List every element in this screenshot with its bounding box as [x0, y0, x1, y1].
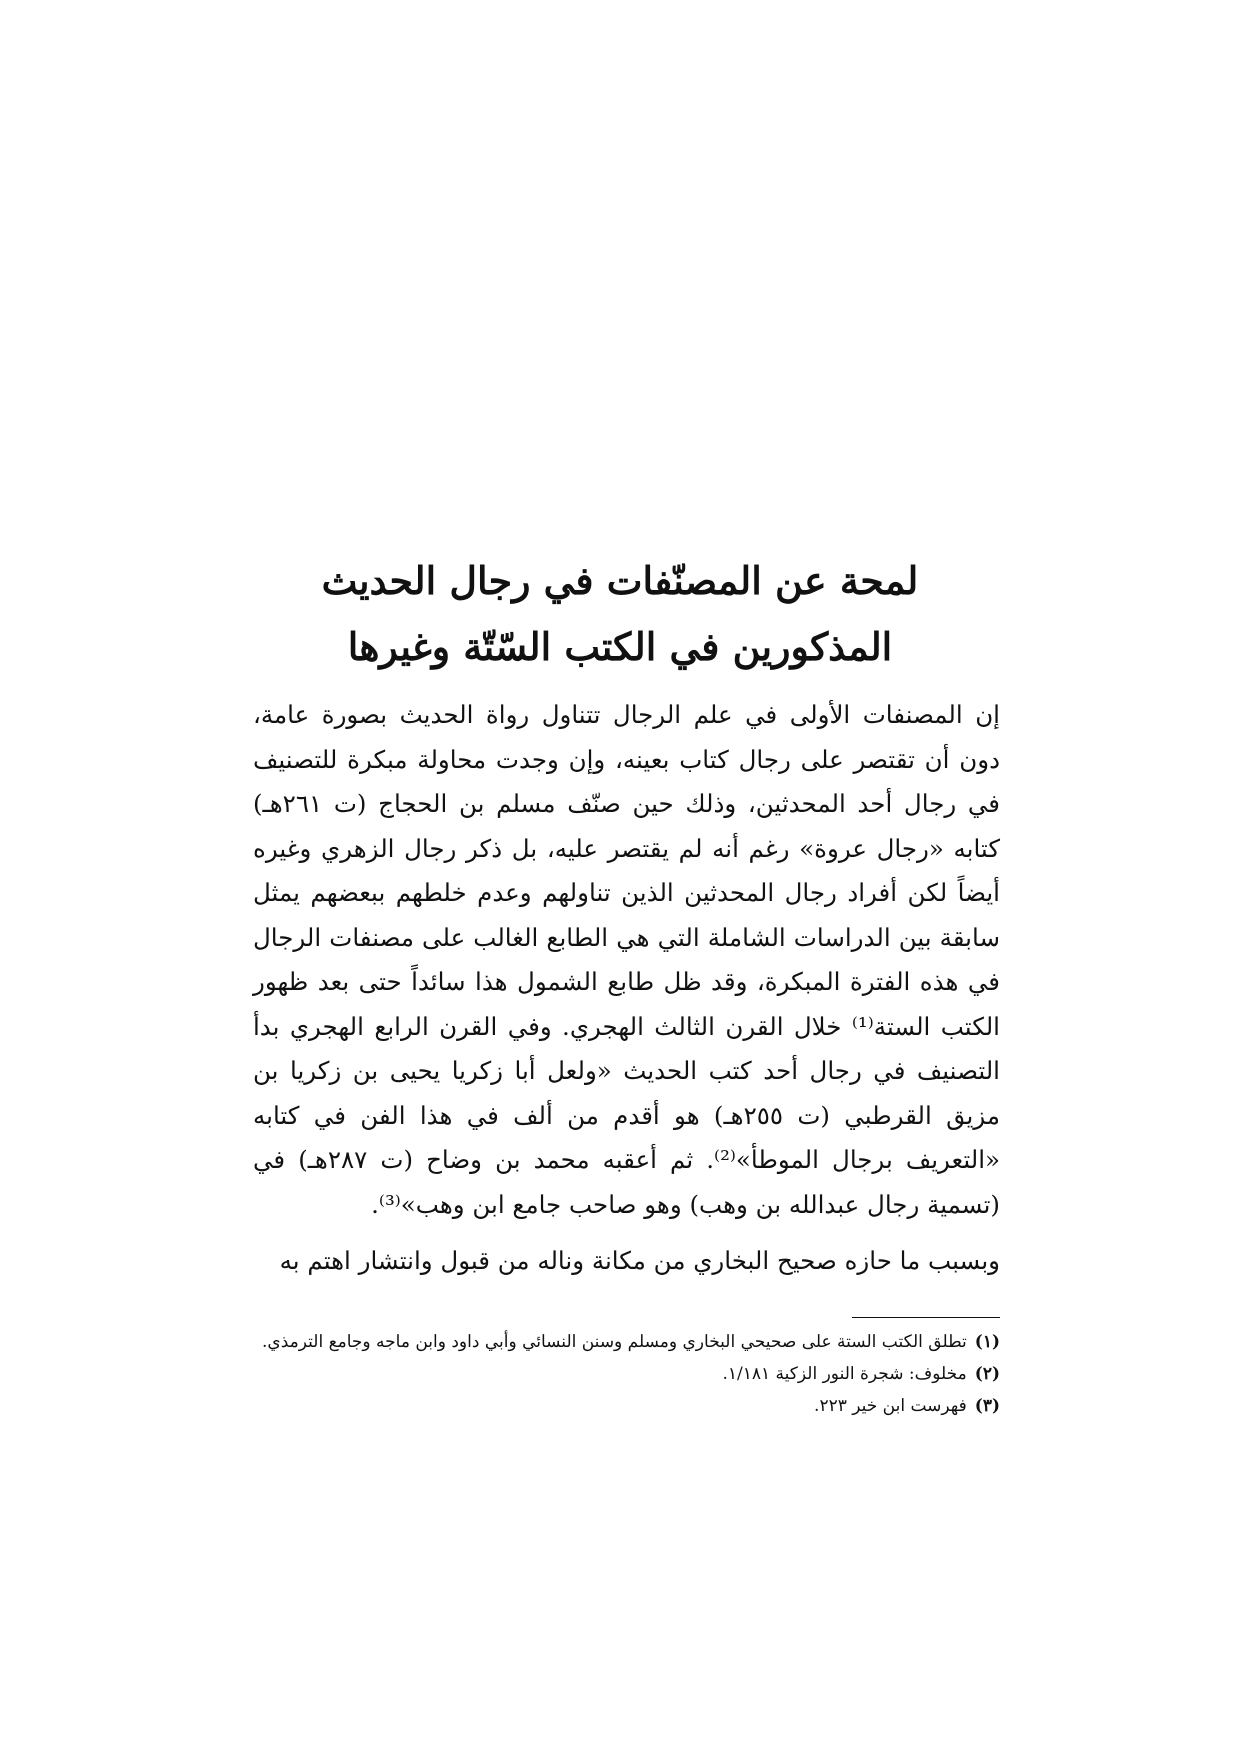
body-paragraph-1: إن المصنفات الأولى في علم الرجال تتناول رواة الحديث بصورة عامة، دون أن تقتصر على رجال كتاب بعينه، وإن وجدت محاولة مبكرة للتصنيف في رجال أحد المحدثين، وذلك حين صنّف مسلم بن الحجاج (ت ٢٦١هـ) كتابه «رجال عروة» رغم أنه لم يقتصر عليه، بل ذكر رجال الزهري وغيره أيضاً لكن أفراد رجال المحدثين الذين تناولهم وعدم خلطهم ببعضهم يمثل سابقة بين الدراسات الشاملة التي هي الطابع الغالب على مصنفات الرجال في هذه الفترة المبكرة، وقد ظل طابع الشمول هذا سائداً حتى بعد ظهور الكتب الستة⁽¹⁾ خلال القرن الثالث الهجري. وفي القرن الرابع الهجري بدأ التصنيف في رجال أحد كتب الحديث «ولعل أبا زكريا يحيى بن زكريا بن مزيق القرطبي (ت ٢٥٥هـ) هو أقدم من ألف في هذا الفن في كتابه «التعريف برجال الموطأ»⁽²⁾. ثم أعقبه محمد بن وضاح (ت ٢٨٧هـ) في (تسمية رجال عبدالله بن وهب) وهو صاحب جامع ابن وهب»⁽³⁾. [253, 700, 1001, 1219]
footnote-marker: (٢) [974, 1364, 1000, 1384]
footnote-text: مخلوف: شجرة النور الزكية ١/١٨١. [722, 1364, 967, 1384]
footnote-1 [253, 1327, 1000, 1357]
footnote-marker: (٣) [974, 1396, 1000, 1416]
chapter-title-line-2: المذكورين في الكتب السّتّة وغيرها [347, 624, 893, 669]
chapter-title-line-1: لمحة عن المصنّفات في رجال الحديث [321, 558, 919, 603]
footnotes [253, 1327, 1000, 1423]
footnote-text: تطلق الكتب الستة على صحيحي البخاري ومسلم وسنن النسائي وأبي داود وابن ماجه وجامع الترمذي. [262, 1332, 967, 1352]
body-text [253, 693, 1000, 1284]
footnote-text: فهرست ابن خير ٢٢٣. [814, 1396, 967, 1416]
chapter-title [240, 548, 1000, 680]
body-paragraph-2: وبسبب ما حازه صحيح البخاري من مكانة وناله من قبول وانتشار اهتم به [279, 1246, 1000, 1275]
footnote-3 [253, 1391, 1000, 1421]
footnote-separator [852, 1317, 1000, 1318]
footnote-marker: (١) [974, 1332, 1000, 1352]
footnote-2 [253, 1359, 1000, 1389]
